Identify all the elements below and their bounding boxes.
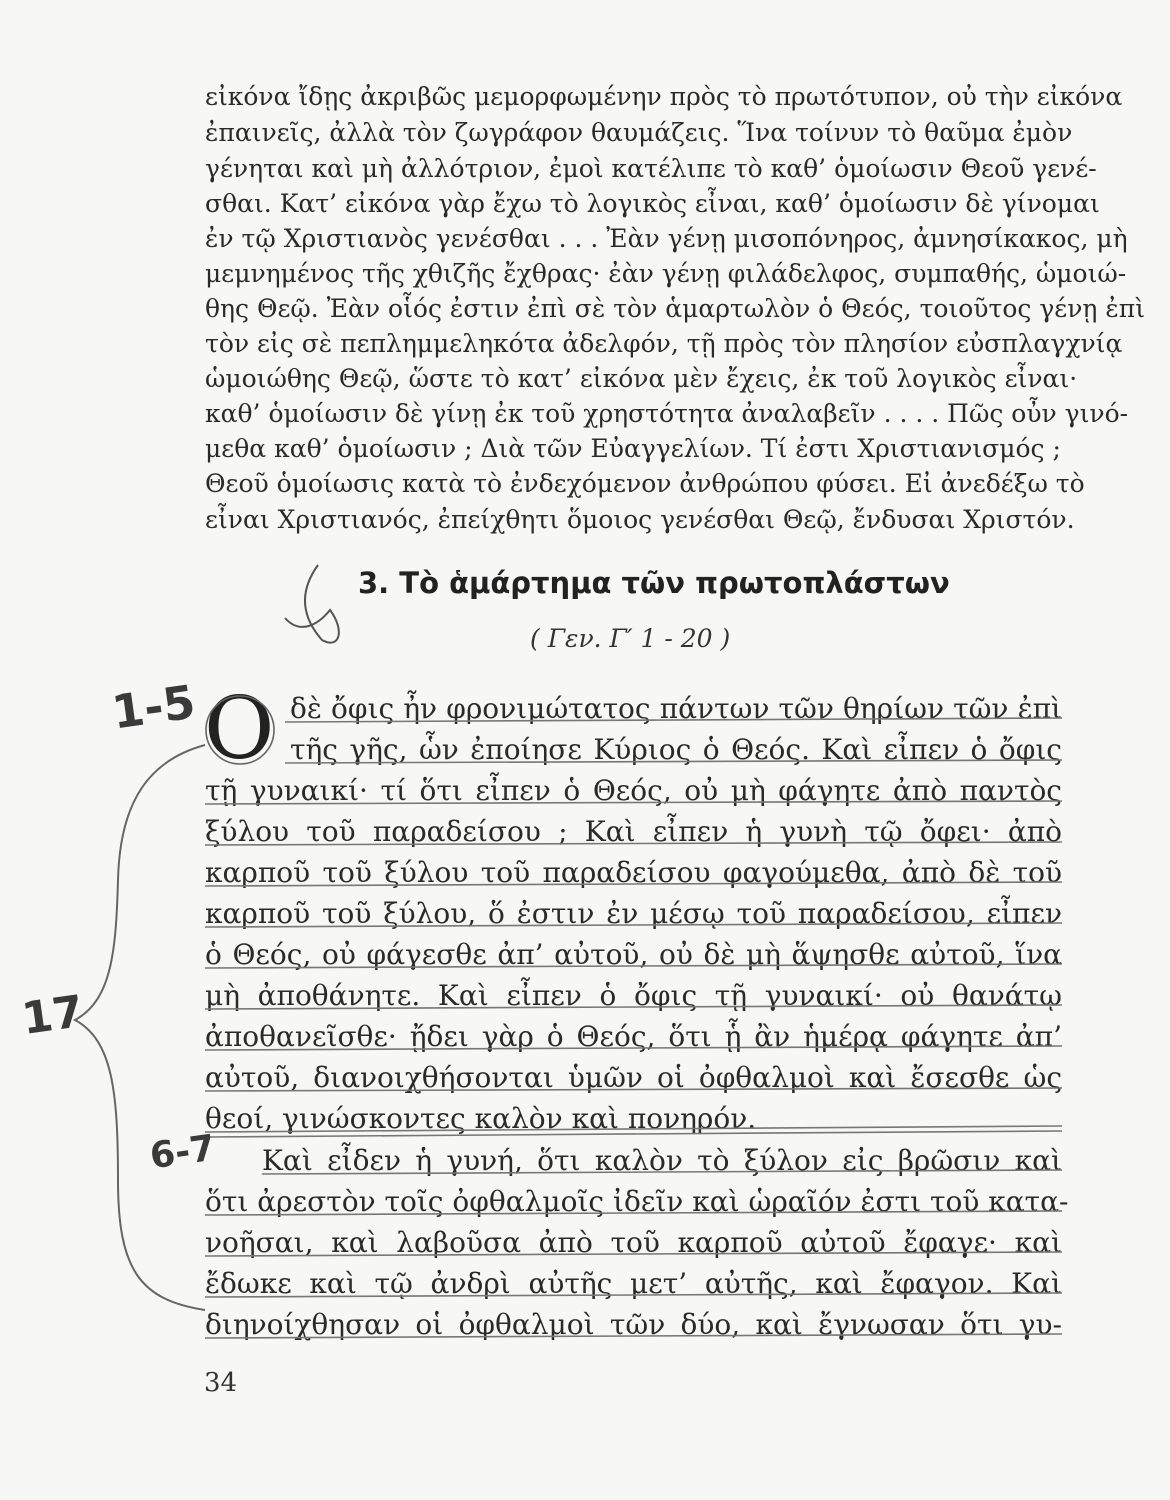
pencil-brace (75, 745, 205, 1310)
text-line: γένηται καὶ μὴ ἀλλότριον, ἐμοὶ κατέλιπε τὸ καθ’ ὁμοίωσιν Θεοῦ γενέ- (205, 154, 1097, 183)
text-line: ὡμοιώθης Θεῷ, ὥστε τὸ κατ’ εἰκόνα μὲν ἔχεις, ἐκ τοῦ λογικὸς εἶναι· (205, 364, 1078, 393)
section-title: 3. Τὸ ἁμάρτημα τῶν πρωτοπλάστων (358, 566, 950, 600)
text-line: εἰκόνα ἴδῃς ἀκριβῶς μεμορφωμένην πρὸς τὸ πρωτότυπον, οὐ τὴν εἰκόνα (205, 82, 1123, 111)
text-line: μεθα καθ’ ὁμοίωσιν ; Διὰ τῶν Εὐαγγελίων. Τί ἐστι Χριστιανισμός ; (205, 434, 1061, 463)
passage-line: δὲ ὄφις ἦν φρονιμώτατος πάντων τῶν θηρίων τῶν ἐπὶ (290, 692, 1062, 725)
drop-cap: Ο (204, 679, 275, 779)
passage-line: ἀποθανεῖσθε· ᾔδει γὰρ ὁ Θεός, ὅτι ᾗ ἂν ἡμέρᾳ φάγητε ἀπ’ (205, 1020, 1062, 1053)
passage-line: Καὶ εἶδεν ἡ γυνή, ὅτι καλὸν τὸ ξύλον εἰς βρῶσιν καὶ (262, 1144, 1062, 1177)
passage-line: καρποῦ τοῦ ξύλου τοῦ παραδείσου φαγούμεθα, ἀπὸ δὲ τοῦ (205, 856, 1062, 889)
passage-line: νοῆσαι, καὶ λαβοῦσα ἀπὸ τοῦ καρποῦ αὐτοῦ ἔφαγε· καὶ (205, 1226, 1062, 1259)
handwritten-verse-note: 6-7 (147, 1127, 218, 1178)
passage-line: καρποῦ τοῦ ξύλου, ὅ ἐστιν ἐν μέσῳ τοῦ παραδείσου, εἶπεν (205, 897, 1062, 930)
passage-line: μὴ ἀποθάνητε. Καὶ εἶπεν ὁ ὄφις τῇ γυναικί· οὐ θανάτῳ (205, 979, 1062, 1012)
handwritten-verse-note: 1-5 (108, 674, 199, 740)
text-line: τὸν εἰς σὲ πεπλημμεληκότα ἀδελφόν, τῇ πρὸς τὸν πλησίον εὐσπλαγχνίᾳ (205, 329, 1123, 358)
text-line: καθ’ ὁμοίωσιν δὲ γίνῃ ἐκ τοῦ χρηστότητα ἀναλαβεῖν . . . . Πῶς οὖν γινό- (205, 399, 1129, 428)
text-line: σθαι. Κατ’ εἰκόνα γὰρ ἔχω τὸ λογικὸς εἶναι, καθ’ ὁμοίωσιν δὲ γίνομαι (205, 189, 1100, 218)
text-line: θης Θεῷ. Ἐὰν οἷός ἐστιν ἐπὶ σὲ τὸν ἁμαρτωλὸν ὁ Θεός, τοιοῦτος γένῃ ἐπὶ (205, 294, 1146, 323)
scripture-reference: ( Γεν. Γ′ 1 - 20 ) (530, 624, 731, 653)
passage-line: διηνοίχθησαν οἱ ὀφθαλμοὶ τῶν δύο, καὶ ἔγνωσαν ὅτι γυ- (205, 1308, 1062, 1341)
text-line: ἐν τῷ Χριστιανὸς γενέσθαι . . . Ἐὰν γένῃ μισοπόνηρος, ἀμνησίκακος, μὴ (205, 224, 1128, 253)
passage-line: αὐτοῦ, διανοιχθήσονται ὑμῶν οἱ ὀφθαλμοὶ καὶ ἔσεσθε ὡς (205, 1061, 1062, 1094)
handwritten-verse-note: 17 (18, 985, 87, 1046)
passage-line: ὅτι ἀρεστὸν τοῖς ὀφθαλμοῖς ἰδεῖν καὶ ὡραῖόν ἐστι τοῦ κατα- (205, 1185, 1069, 1218)
text-line: μεμνημένος τῆς χθιζῆς ἔχθρας· ἐὰν γένῃ φιλάδελφος, συμπαθής, ὡμοιώ- (205, 259, 1127, 288)
pencil-hook-mark (285, 565, 339, 643)
passage-line: θεοί, γινώσκοντες καλὸν καὶ πονηρόν. (205, 1102, 757, 1135)
passage-line: ἔδωκε καὶ τῷ ἀνδρὶ αὐτῆς μετ’ αὐτῆς, καὶ ἔφαγον. Καὶ (205, 1267, 1062, 1300)
text-line: Θεοῦ ὁμοίωσις κατὰ τὸ ἐνδεχόμενον ἀνθρώπου φύσει. Εἰ ἀνεδέξω τὸ (205, 469, 1085, 498)
passage-line: τῆς γῆς, ὧν ἐποίησε Κύριος ὁ Θεός. Καὶ εἶπεν ὁ ὄφις (290, 733, 1062, 766)
passage-line: ὁ Θεός, οὐ φάγεσθε ἀπ’ αὐτοῦ, οὐ δὲ μὴ ἅψησθε αὐτοῦ, ἵνα (205, 938, 1062, 971)
page-number: 34 (204, 1368, 238, 1398)
text-line: εἶναι Χριστιανός, ἐπείχθητι ὅμοιος γενέσθαι Θεῷ, ἔνδυσαι Χριστόν. (205, 505, 1075, 534)
passage-line: τῇ γυναικί· τί ὅτι εἶπεν ὁ Θεός, οὐ μὴ φάγητε ἀπὸ παντὸς (205, 774, 1062, 807)
text-line: ἐπαινεῖς, ἀλλὰ τὸν ζωγράφον θαυμάζεις. Ἵνα τοίνυν τὸ θαῦμα ἐμὸν (205, 118, 1073, 147)
passage-line: ξύλου τοῦ παραδείσου ; Καὶ εἶπεν ἡ γυνὴ τῷ ὄφει· ἀπὸ (205, 815, 1062, 848)
